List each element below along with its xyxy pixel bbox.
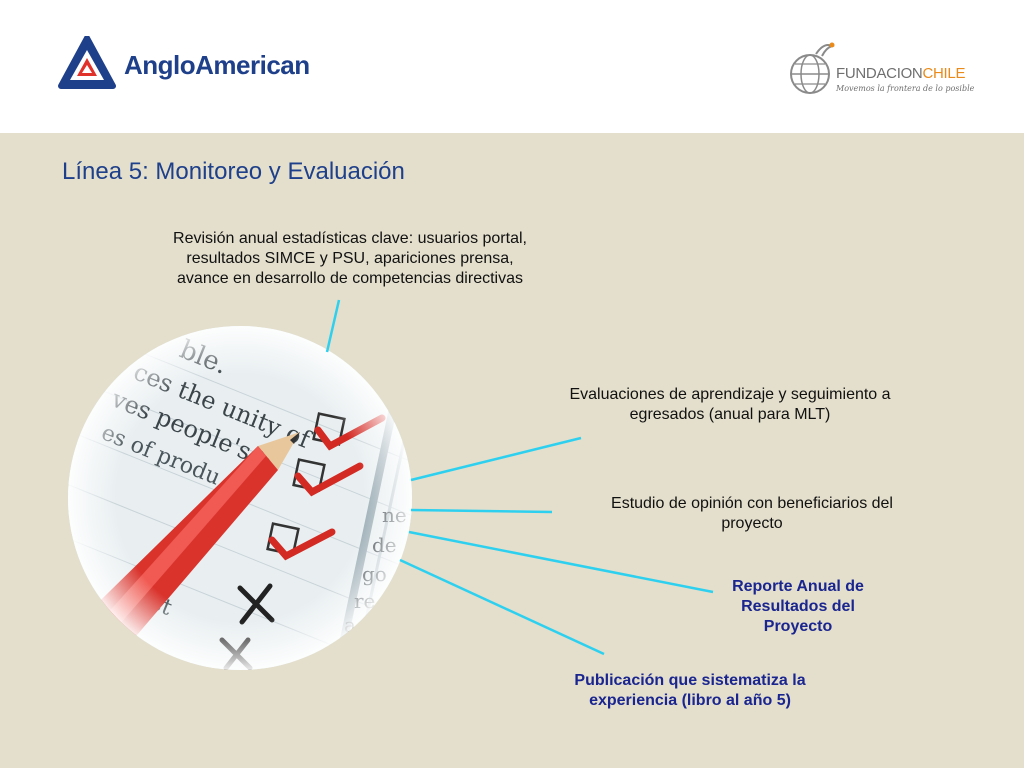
connector-line	[400, 560, 604, 654]
item-line: Publicación que sistematiza la	[574, 672, 806, 689]
chile-text: CHILE	[922, 65, 966, 82]
connector-line	[411, 510, 552, 512]
slide-title: Línea 5: Monitoreo y Evaluación	[62, 158, 405, 185]
fundacion-tagline: Movemos la frontera de lo posible	[836, 84, 975, 93]
item-line: proyecto	[721, 515, 783, 532]
connector-line	[327, 300, 339, 352]
item-estudio-opinion	[548, 494, 956, 534]
item-reporte-anual	[698, 577, 898, 637]
checklist-photo	[35, 320, 453, 690]
item-line: avance en desarrollo de competencias directivas	[177, 270, 523, 287]
item-line: Revisión anual estadísticas clave: usuarios portal,	[173, 230, 527, 247]
connector-line	[409, 532, 713, 592]
item-evaluaciones	[520, 385, 940, 425]
item-line: Resultados del	[741, 598, 855, 615]
item-line: Evaluaciones de aprendizaje y seguimiento a	[569, 386, 891, 403]
connector-line	[411, 438, 581, 480]
item-line: Proyecto	[763, 618, 833, 635]
fundacion-text: FUNDACION	[836, 65, 923, 82]
item-line: egresados (anual para MLT)	[629, 406, 831, 423]
item-publicacion	[520, 671, 860, 711]
item-line: resultados SIMCE y PSU, apariciones prensa,	[186, 250, 514, 267]
item-line: experiencia (libro al año 5)	[589, 692, 791, 709]
anglo-american-wordmark: AngloAmerican	[124, 50, 310, 80]
item-revision-anual	[110, 229, 590, 289]
item-line: Reporte Anual de	[732, 578, 864, 595]
item-line: Estudio de opinión con beneficiarios del	[611, 495, 893, 512]
